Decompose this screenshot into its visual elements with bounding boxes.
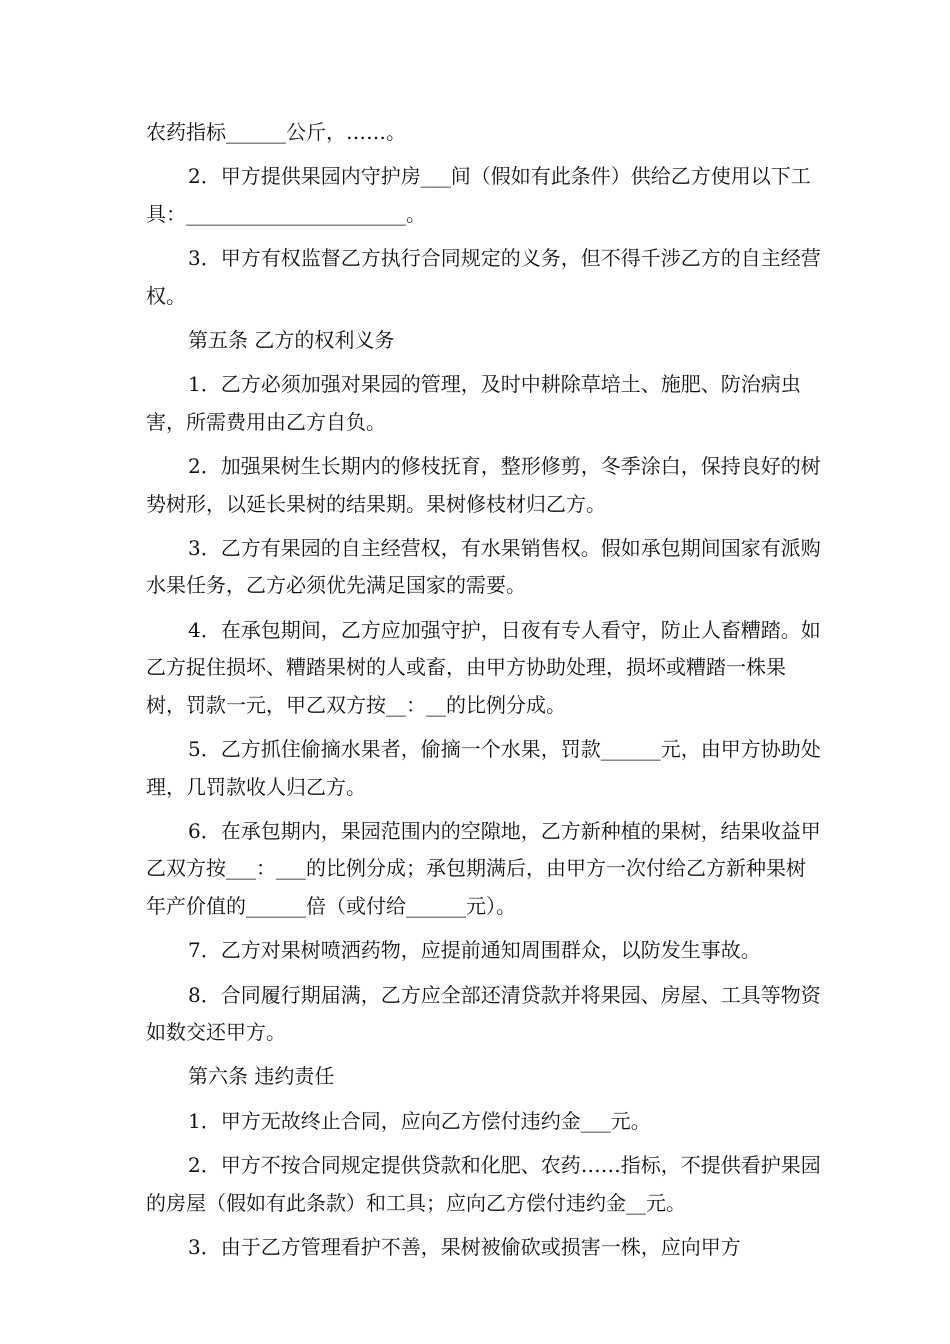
paragraph-continuation: 农药指标______公斤，……。 xyxy=(146,120,406,144)
clause-5-item-3: 3．乙方有果园的自主经营权，有水果销售权。假如承包期间国家有派购水果任务，乙方必须优先满足国家的需要。 xyxy=(146,536,821,598)
clause-5-item-8: 8．合同履行期届满，乙方应全部还清贷款并将果园、房屋、工具等物资如数交还甲方。 xyxy=(146,982,821,1044)
clause-4-item-2: 2．甲方提供果园内守护房___间（假如有此条件）供给乙方使用以下工具：______________________。 xyxy=(146,164,811,226)
clause-6-item-1: 1．甲方无故终止合同，应向乙方偿付违约金___元。 xyxy=(188,1108,651,1133)
clause-5-item-5: 5．乙方抓住偷摘水果者，偷摘一个水果，罚款______元，由甲方协助处理，几罚款收人归乙方。 xyxy=(146,737,821,799)
clause-5-item-7: 7．乙方对果树喷洒药物，应提前通知周围群众，以防发生事故。 xyxy=(188,938,761,963)
clause-5-item-1: 1．乙方必须加强对果园的管理，及时中耕除草培土、施肥、防治病虫害，所需费用由乙方自负。 xyxy=(146,372,801,434)
clause-5-item-4: 4．在承包期间，乙方应加强守护，日夜有专人看守，防止人畜糟踏。如乙方捉住损坏、糟踏果树的人或畜，由甲方协助处理，损坏或糟踏一株果树，罚款一元，甲乙双方按__：__的比例分成。 xyxy=(146,617,821,717)
document-page xyxy=(146,114,822,1273)
clause-6-item-2: 2．甲方不按合同规定提供贷款和化肥、农药……指标，不提供看护果园的房屋（假如有此条款）和工具；应向乙方偿付违约金__元。 xyxy=(146,1153,821,1215)
clause-4-item-3: 3．甲方有权监督乙方执行合同规定的义务，但不得千涉乙方的自主经营权。 xyxy=(146,246,821,308)
clause-6-heading: 第六条 违约责任 xyxy=(188,1064,335,1089)
clause-5-item-6: 6．在承包期内，果园范围内的空隙地，乙方新种植的果树，结果收益甲乙双方按___：___的比例分成；承包期满后，由甲方一次付给乙方新种果树年产价值的______倍（或付给______元）。 xyxy=(146,818,821,918)
clause-5-item-2: 2．加强果树生长期内的修枝抚育，整形修剪，冬季涂白，保持良好的树势树形，以延长果树的结果期。果树修枝材归乙方。 xyxy=(146,454,821,516)
clause-5-heading: 第五条 乙方的权利义务 xyxy=(188,328,395,353)
clause-6-item-3: 3．由于乙方管理看护不善，果树被偷砍或损害一株，应向甲方 xyxy=(188,1234,741,1259)
